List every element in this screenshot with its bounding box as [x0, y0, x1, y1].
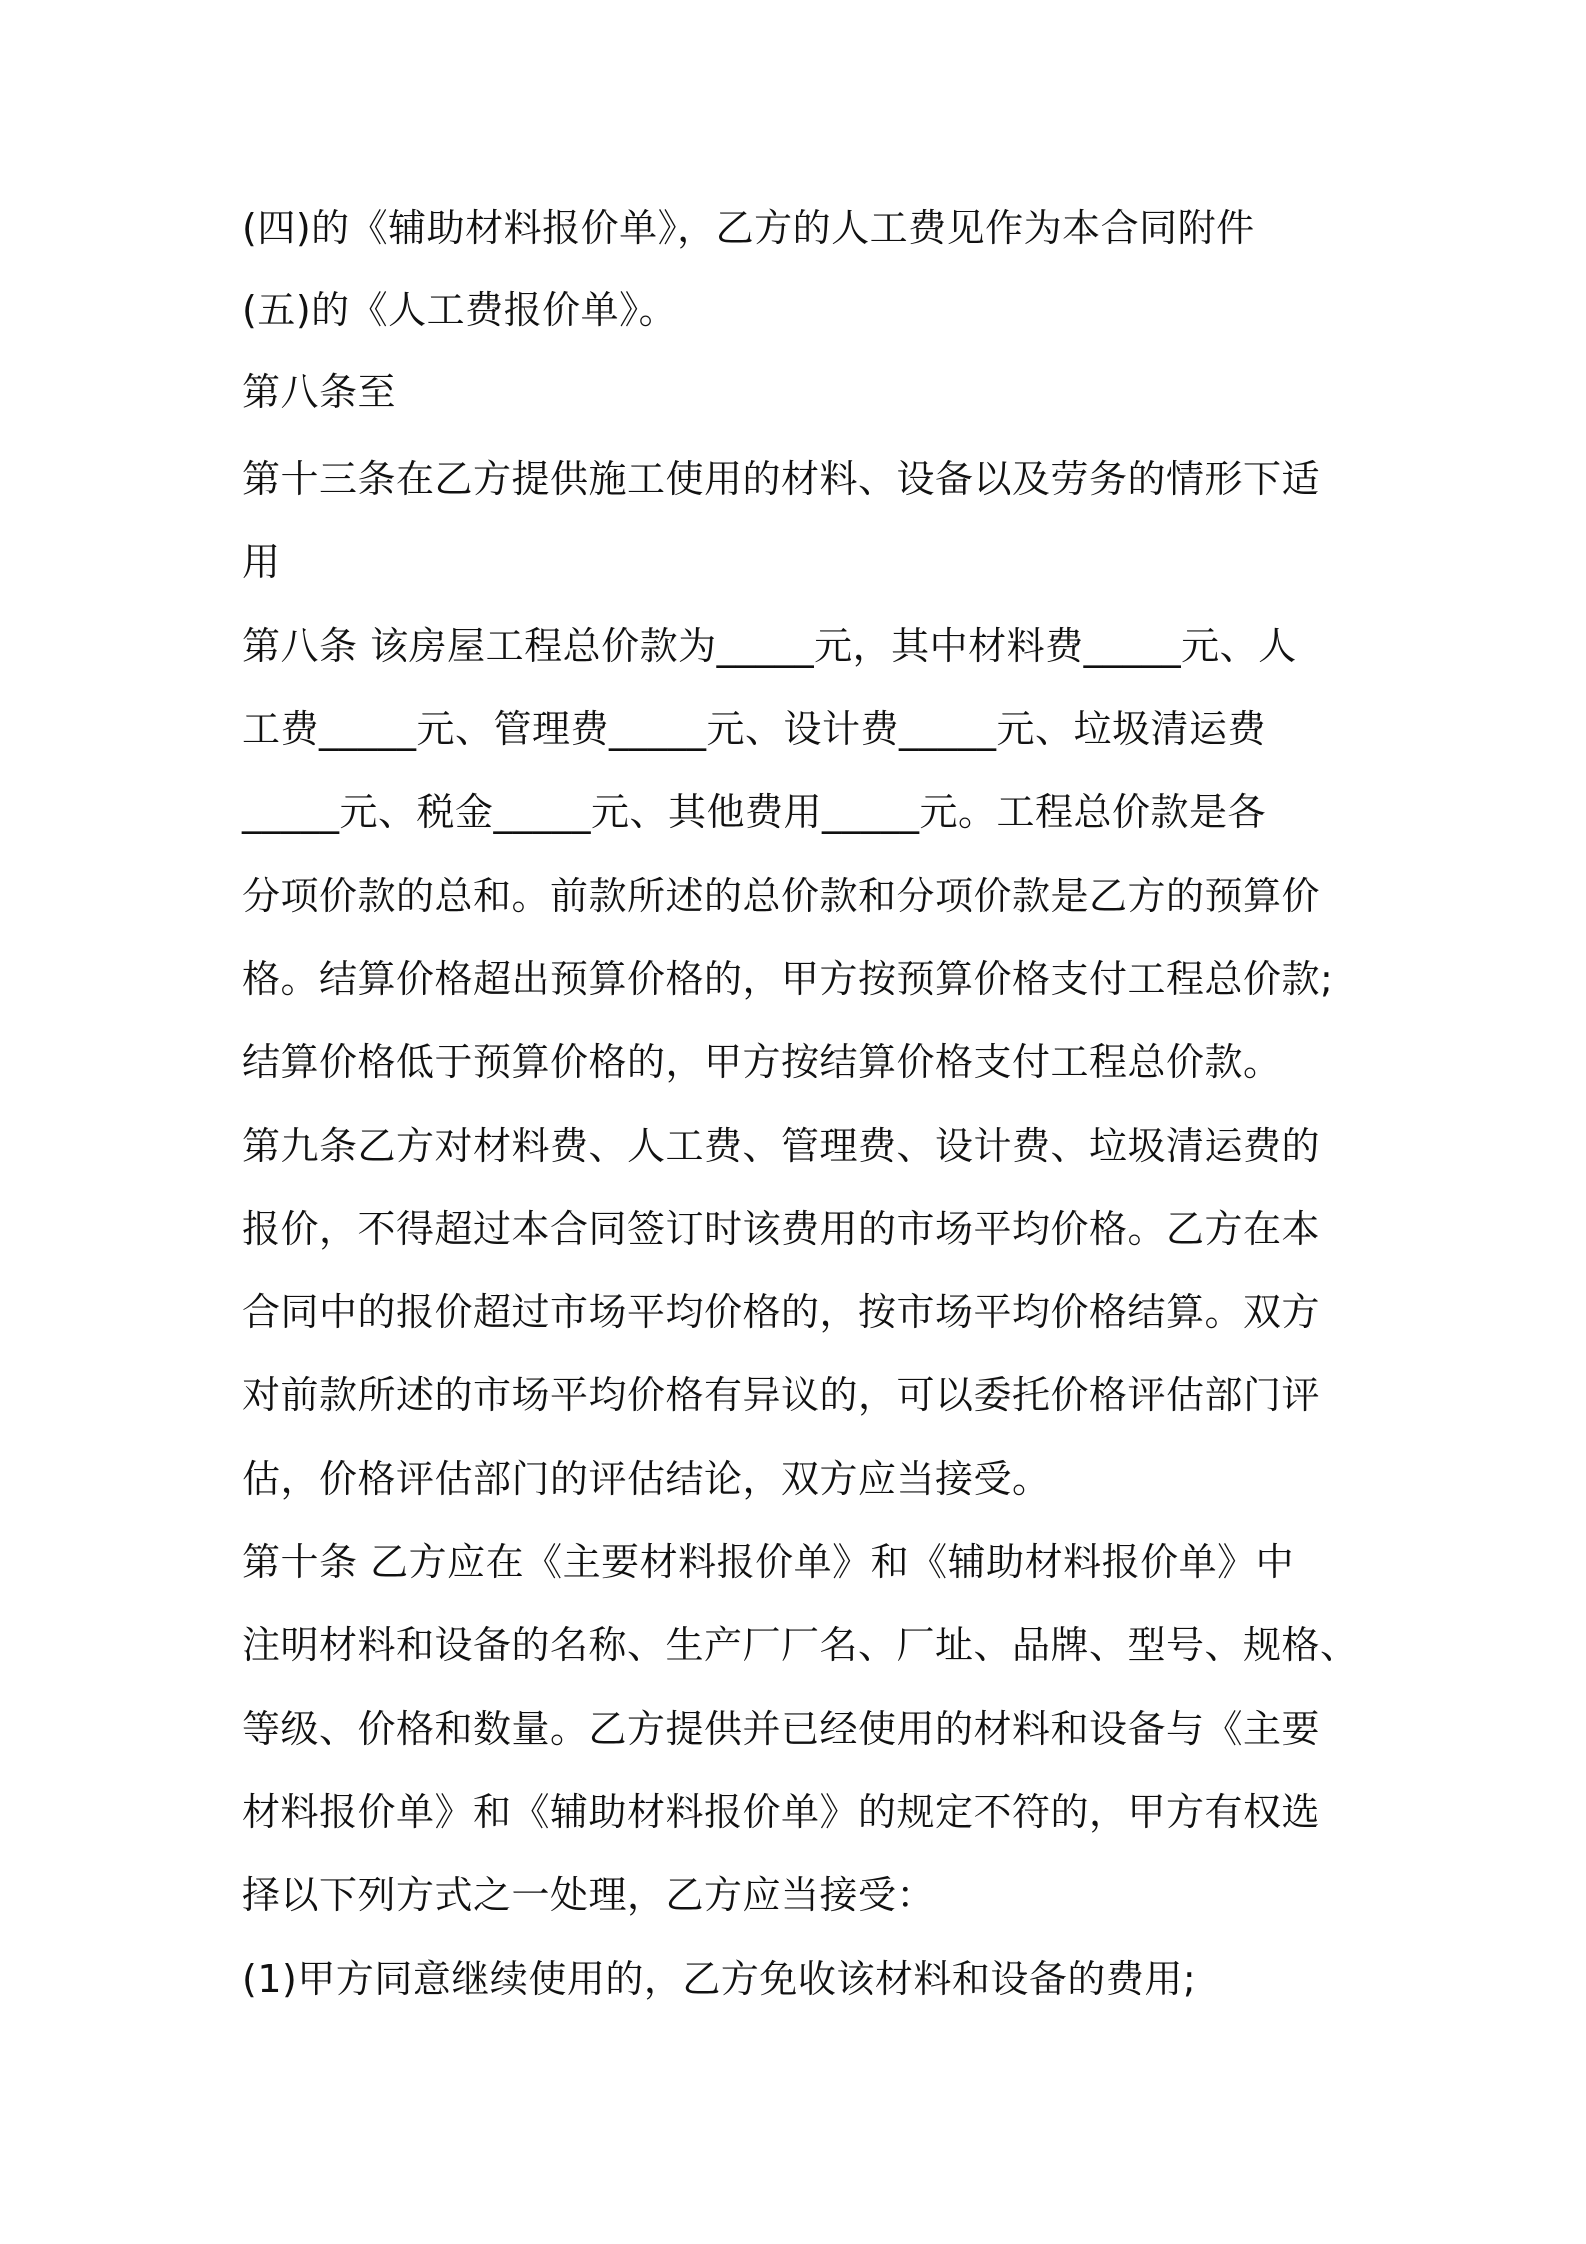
text-line: 注明材料和设备的名称、生产厂厂名、厂址、品牌、型号、规格、 — [242, 1623, 1359, 1667]
text-line: 第十条 乙方应在《主要材料报价单》和《辅助材料报价单》中 — [242, 1540, 1295, 1584]
text-line: 估，价格评估部门的评估结论，双方应当接受。 — [242, 1457, 1051, 1501]
text-line: 结算价格低于预算价格的，甲方按结算价格支付工程总价款。 — [242, 1040, 1282, 1084]
text-line: 等级、价格和数量。乙方提供并已经使用的材料和设备与《主要 — [242, 1707, 1321, 1751]
text-line: 用 — [242, 540, 281, 584]
text-line: (1)甲方同意继续使用的，乙方免收该材料和设备的费用; — [242, 1957, 1197, 2001]
text-line: 分项价款的总和。前款所述的总价款和分项价款是乙方的预算价 — [242, 874, 1321, 918]
text-line: 择以下列方式之一处理，乙方应当接受： — [242, 1873, 936, 1917]
text-line: 合同中的报价超过市场平均价格的，按市场平均价格结算。双方 — [242, 1290, 1321, 1334]
article-heading: 第十三条在乙方提供施工使用的材料、设备以及劳务的情形下适 — [242, 457, 1321, 501]
text-line: (四)的《辅助材料报价单》，乙方的人工费见作为本合同附件 — [242, 206, 1255, 250]
text-line: 材料报价单》和《辅助材料报价单》的规定不符的，甲方有权选 — [242, 1790, 1321, 1834]
text-line: 格。结算价格超出预算价格的，甲方按预算价格支付工程总价款; — [242, 957, 1334, 1001]
text-line: (五)的《人工费报价单》。 — [242, 288, 678, 332]
text-line: 第九条乙方对材料费、人工费、管理费、设计费、垃圾清运费的 — [242, 1124, 1321, 1168]
text-line: 第八条 该房屋工程总价款为_____元，其中材料费_____元、人 — [242, 624, 1297, 668]
text-line: 报价，不得超过本合同签订时该费用的市场平均价格。乙方在本 — [242, 1207, 1321, 1251]
article-heading: 第八条至 — [242, 370, 397, 414]
text-line: 对前款所述的市场平均价格有异议的，可以委托价格评估部门评 — [242, 1373, 1321, 1417]
text-line: _____元、税金_____元、其他费用_____元。工程总价款是各 — [242, 790, 1267, 834]
text-line: 工费_____元、管理费_____元、设计费_____元、垃圾清运费 — [242, 707, 1267, 751]
